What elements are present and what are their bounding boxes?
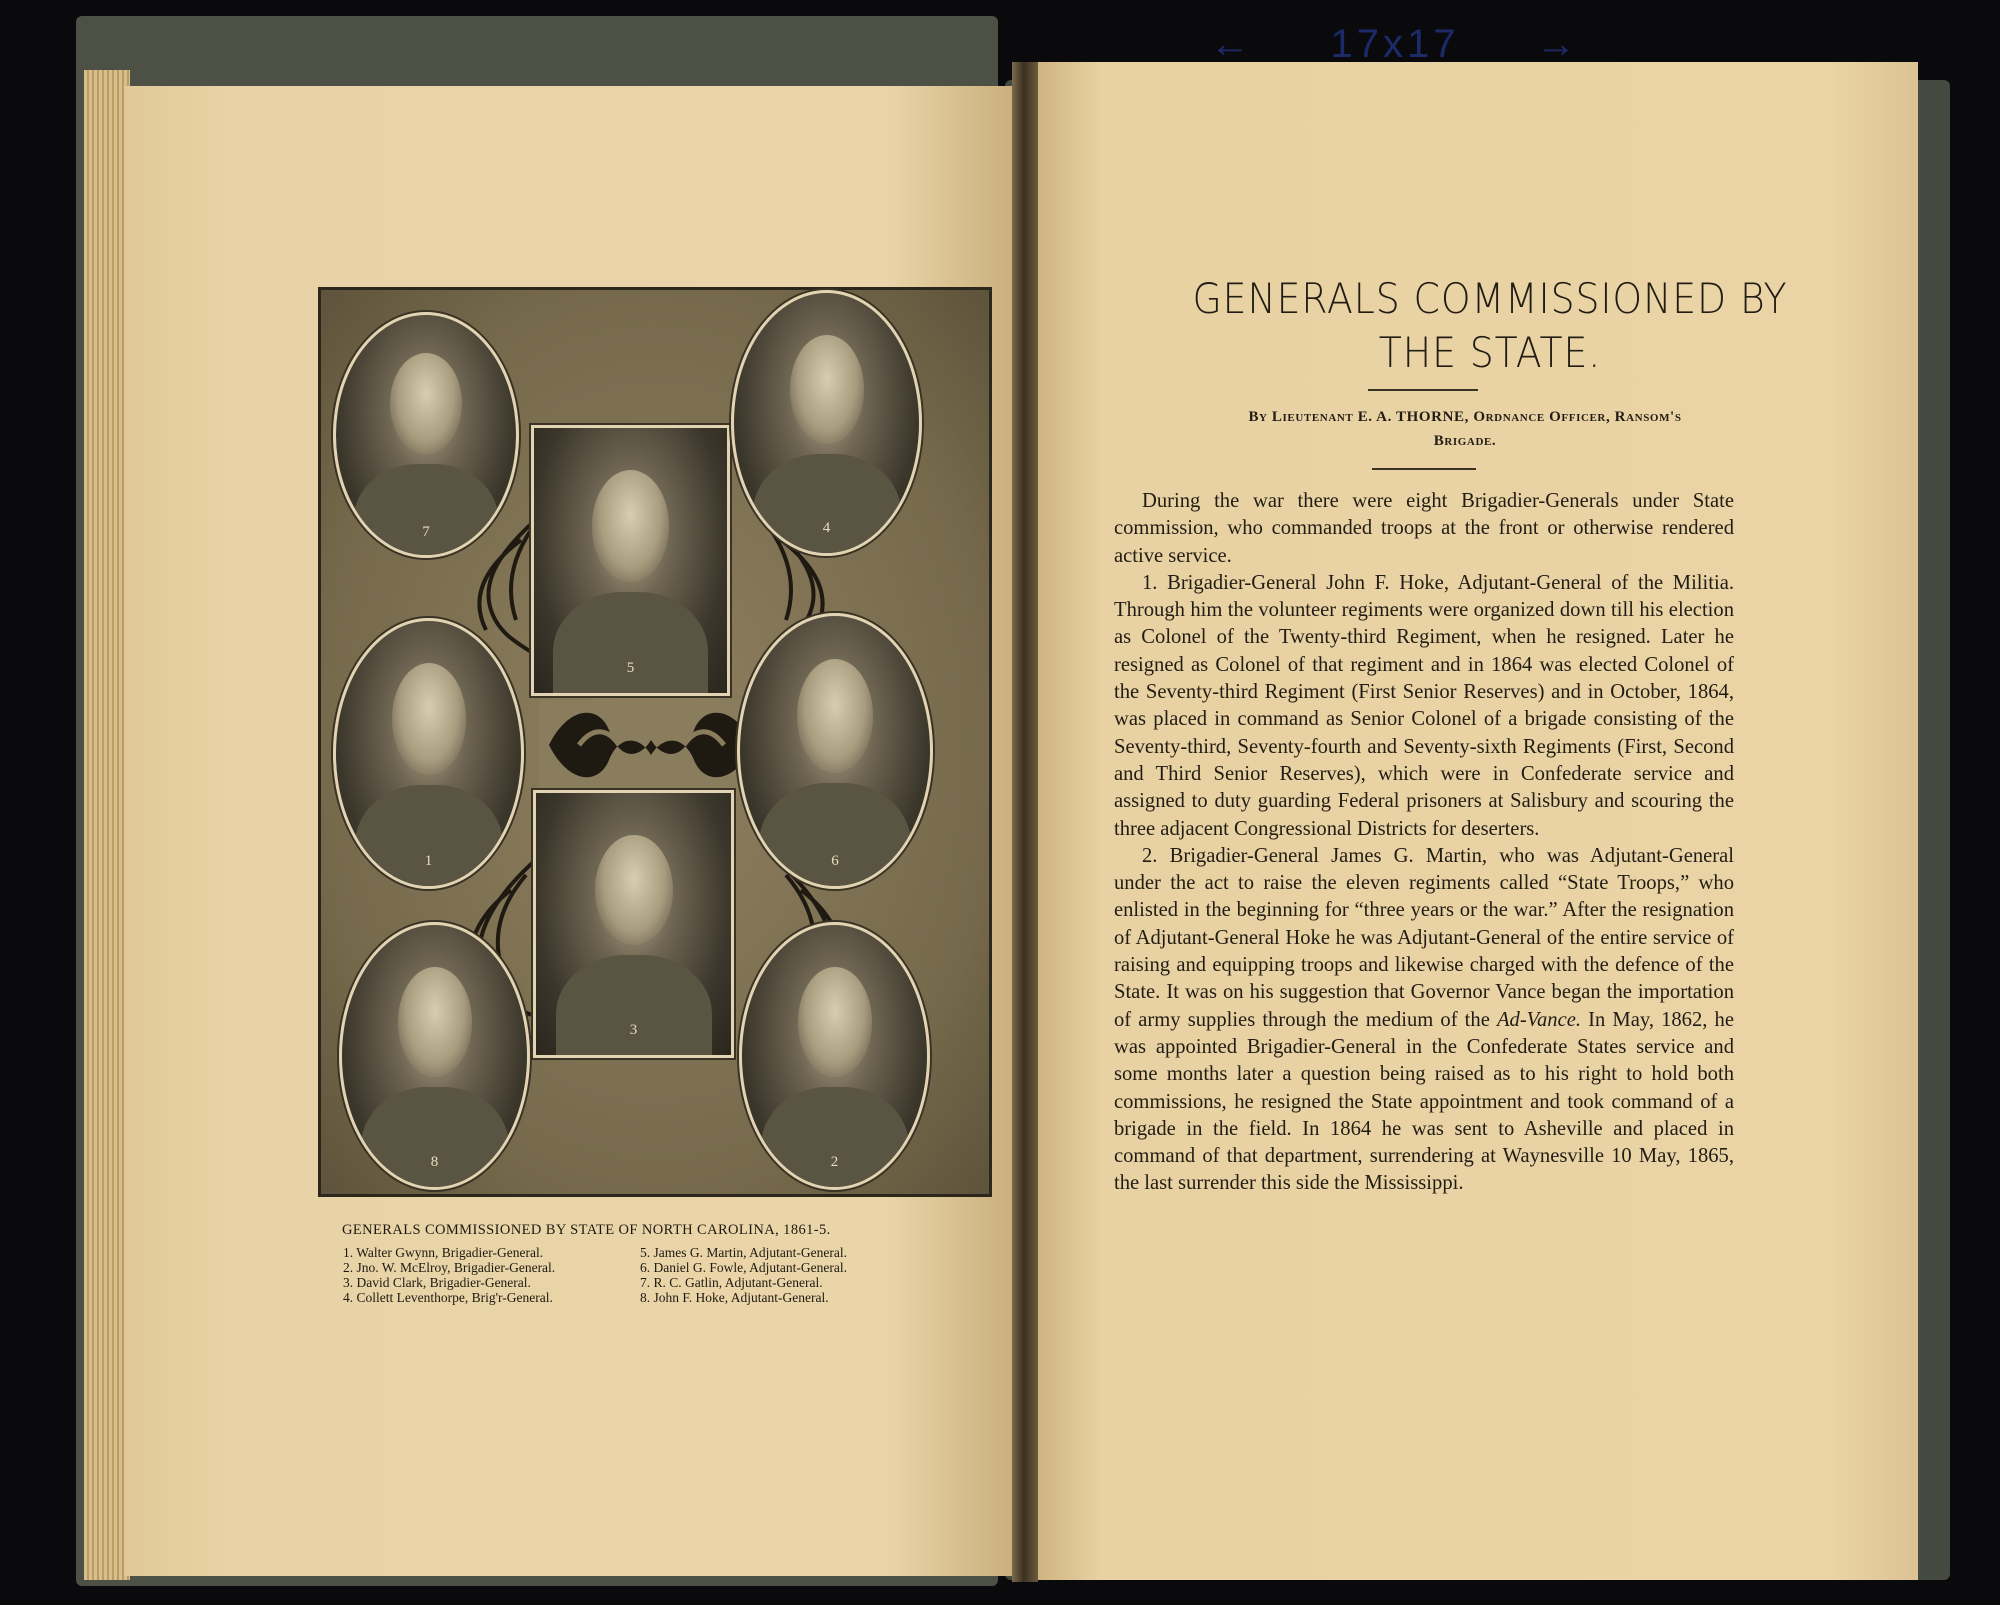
portrait-uniform — [753, 454, 901, 556]
portrait-number: 6 — [831, 852, 839, 869]
caption-item: 1. Walter Gwynn, Brigadier-General. — [343, 1245, 544, 1260]
portrait-6 — [737, 613, 933, 889]
portrait-face — [592, 470, 669, 581]
ruler-arrow-left: ← — [1210, 21, 1254, 66]
title-rule — [1368, 389, 1478, 391]
portrait-face — [797, 659, 873, 772]
byline-rule — [1372, 468, 1476, 470]
portrait-uniform — [553, 592, 707, 696]
caption-item: 5. James G. Martin, Adjutant-General. — [640, 1245, 847, 1260]
portrait-uniform — [556, 955, 712, 1058]
scale-ruler — [1210, 18, 1580, 70]
portrait-uniform — [354, 464, 498, 558]
article-body — [1114, 488, 1734, 1198]
martin-text-part-2: In May, 1862, he was appointed Brigadier-General in the Confederate States service and some months later a question being raised as to his right to hold both commissions, he resigned the State appointment and took command of a brigade in the field. In 1864 he was sent to Asheville and placed in command of that department, surrendering at Waynesville 10 May, 1865, the last surrender this side the Mississippi. — [1114, 1008, 1734, 1195]
portrait-face — [392, 663, 466, 774]
portrait-plate — [318, 287, 992, 1197]
article-paragraph-martin — [1114, 843, 1734, 1198]
portrait-face — [390, 353, 462, 454]
caption-item: 6. Daniel G. Fowle, Adjutant-General. — [640, 1260, 847, 1275]
article-paragraph-intro: During the war there were eight Brigadier-Generals under State commission, who commanded troops at the front or otherwise rendered active service. — [1114, 490, 1734, 567]
portrait-face — [790, 335, 864, 444]
portrait-number: 2 — [830, 1154, 839, 1171]
caption-item: 3. David Clark, Brigadier-General. — [343, 1275, 531, 1290]
portrait-number: 7 — [422, 523, 430, 540]
martin-text-italic: Ad-Vance. — [1496, 1008, 1582, 1031]
ruler-arrow-right: → — [1535, 21, 1580, 66]
portrait-4 — [731, 290, 922, 556]
article-paragraph-hoke: 1. Brigadier-General John F. Hoke, Adjutant-General of the Militia. Through him the volunteer regiments were organized down till his election as Colonel of the Twenty-third Regiment, when he resigned. Later he resigned as Colonel of that regiment and in 1864 was elected Colonel of the Seventy-third Regiment (First Senior Reserves) and in October, 1864, was placed in command as Senior Colonel of a brigade consisting of the Seventy-third, Seventy-fourth and Seventy-sixth Regiments (First, Second and Third Senior Reserves), which were in Confederate service and assigned to duty guarding Federal prisoners at Salisbury and scouring the three adjacent Congressional Districts for deserters. — [1114, 571, 1734, 840]
portrait-uniform — [361, 1087, 509, 1190]
byline-line-2: Brigade. — [1433, 433, 1497, 449]
caption-item: 2. Jno. W. McElroy, Brigadier-General. — [343, 1260, 556, 1275]
ruler-label: 17x17 — [1330, 21, 1460, 66]
portrait-uniform — [759, 783, 911, 889]
portrait-face — [398, 967, 472, 1077]
portrait-number: 5 — [626, 660, 635, 677]
scroll-ornament-center — [539, 700, 764, 790]
caption-item: 8. John F. Hoke, Adjutant-General. — [640, 1290, 829, 1305]
portrait-8 — [339, 922, 530, 1190]
plate-caption-list-right — [640, 1245, 847, 1305]
byline-line-1: By Lieutenant E. A. THORNE, Ordnance Officer, Ransom's — [1248, 409, 1682, 425]
portrait-number: 3 — [629, 1022, 638, 1039]
portrait-face — [595, 835, 673, 945]
plate-caption-list-left — [343, 1245, 555, 1305]
caption-item: 7. R. C. Gatlin, Adjutant-General. — [640, 1275, 823, 1290]
portrait-number: 4 — [822, 520, 831, 537]
portrait-7 — [333, 312, 519, 558]
portrait-3 — [533, 790, 734, 1058]
portrait-uniform — [761, 1087, 909, 1190]
plate-caption-title: GENERALS COMMISSIONED BY STATE OF NORTH CAROLINA, 1861-5. — [342, 1222, 831, 1238]
article-byline — [1105, 405, 1825, 453]
martin-text-part-1: 2. Brigadier-General James G. Martin, who was Adjutant-General under the act to raise the eleven regiments called “State Troops,” who enlisted in the beginning for “three years or the war.” After the resignation of Adjutant-General Hoke he was Adjutant-General of the entire service of raising and equipping troops and likewise charged with the defence of the State. It was on his suggestion that Governor Vance began the importation of army supplies through the medium of the — [1114, 844, 1734, 1031]
caption-item: 4. Collett Leventhorpe, Brig'r-General. — [343, 1290, 553, 1305]
portrait-1 — [333, 618, 524, 889]
article-title-line-2: THE STATE. — [1378, 328, 1602, 377]
portrait-face — [798, 967, 872, 1077]
book-gutter — [1012, 62, 1038, 1582]
portrait-number: 8 — [430, 1154, 439, 1171]
article-title — [1121, 272, 1859, 380]
portrait-uniform — [355, 785, 503, 889]
article-title-line-1: GENERALS COMMISSIONED BY — [1192, 274, 1788, 323]
portrait-2 — [739, 922, 930, 1190]
portrait-5 — [531, 425, 730, 696]
portrait-number: 1 — [424, 853, 433, 870]
